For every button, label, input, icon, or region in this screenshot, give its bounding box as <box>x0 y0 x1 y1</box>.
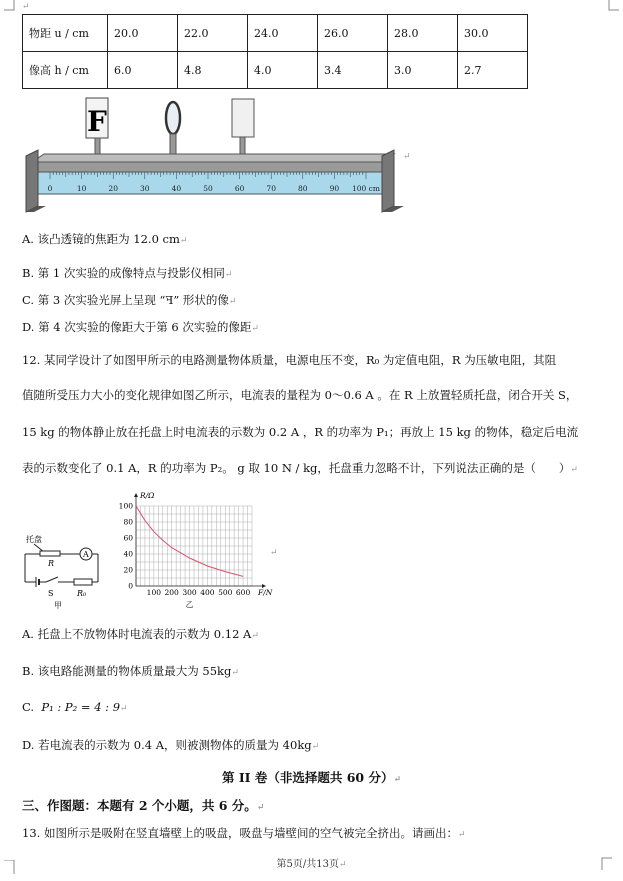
q11-option-d: D. 第 4 次实验的像距大于第 6 次实验的像距↵ <box>22 320 259 334</box>
rail-front <box>32 162 382 172</box>
corner-mark-tl <box>4 0 18 14</box>
q11-option-c: C. 第 3 次实验光屏上呈现 “ꟻ” 形状的像↵ <box>22 293 237 307</box>
ruler-label: 20 <box>108 184 118 193</box>
q12-option-d: D. 若电流表的示数为 0.4 A，则被测物体的质量为 40kg↵ <box>22 738 320 752</box>
section-title: 第 II 卷（非选择题共 60 分）↵ <box>221 770 402 785</box>
x-tick-label: 500 <box>218 588 233 597</box>
ruler-label: 30 <box>140 184 150 193</box>
y-tick-label: 60 <box>123 533 133 543</box>
screen <box>232 99 254 137</box>
y-tick-label: 40 <box>123 549 133 559</box>
page-footer: 第5页/共13页↵ <box>276 859 347 870</box>
cell: 3.0 <box>388 52 458 89</box>
switch-label: S <box>48 589 54 598</box>
r0-label: R₀ <box>77 589 87 598</box>
ruler-label: 90 <box>329 184 340 193</box>
tray-label: 托盘 <box>26 535 42 544</box>
x-tick-label: 100 <box>146 588 162 597</box>
switch-icon <box>46 577 58 582</box>
ruler-label: 70 <box>266 184 276 193</box>
q12-line-1: 12. 某同学设计了如图甲所示的电路测量物体质量，电源电压不变，R₀ 为定值电阻，R 为压敏电阻，其阻 <box>22 353 557 367</box>
q13-text: 13. 如图所示是吸附在竖直墙壁上的吸盘，吸盘与墙壁间的空气被完全挤出。请画出：↵ <box>22 826 466 840</box>
cell: 20.0 <box>108 15 178 52</box>
optical-bench-figure <box>22 96 412 218</box>
y-tick-label: 80 <box>123 517 133 527</box>
ruler-label: 10 <box>76 184 87 193</box>
y-tick-label: 0 <box>128 581 133 591</box>
resistance-force-chart <box>112 490 282 616</box>
q11-option-b: B. 第 1 次实验的成像特点与投影仪相同↵ <box>22 266 233 280</box>
resistor-r <box>40 551 60 556</box>
table-row <box>23 15 528 52</box>
ruler-label: 100 cm <box>351 184 381 193</box>
q11-option-a: A. 该凸透镜的焦距为 12.0 cm↵ <box>22 232 188 246</box>
right-foot <box>382 150 394 212</box>
x-axis-label: F/N <box>258 588 273 597</box>
q12-option-a: A. 托盘上不放物体时电流表的示数为 0.12 A↵ <box>22 627 259 641</box>
cell: 3.4 <box>318 52 388 89</box>
q12-line-2: 值随所受压力大小的变化规律如图乙所示，电流表的量程为 0～0.6 A 。在 R 上放置轻质托盘，闭合开关 S， <box>22 388 578 402</box>
cell: 2.7 <box>458 52 528 89</box>
x-tick-label: 200 <box>164 588 179 597</box>
chart-tick-labels <box>119 502 251 598</box>
x-tick-label: 600 <box>235 588 251 597</box>
top-return-mark: ↵ <box>22 2 30 12</box>
row-header: 像高 h / cm <box>23 52 108 89</box>
ammeter-label: A <box>83 550 89 559</box>
cell: 22.0 <box>178 15 248 52</box>
left-foot <box>26 150 38 212</box>
return-mark: ↵ <box>270 548 278 558</box>
cell: 28.0 <box>388 15 458 52</box>
cell: 30.0 <box>458 15 528 52</box>
card-letter: F <box>87 105 107 138</box>
ruler-label: 40 <box>171 184 182 193</box>
ruler-label: 50 <box>203 184 213 193</box>
y-tick-label: 100 <box>118 501 133 511</box>
circuit-diagram <box>22 530 117 612</box>
q12-line-3: 15 kg 的物体静止放在托盘上时电流表的示数为 0.2 A ，R 的功率为 P₁；再放上 15 kg 的物体，稳定后电流 <box>22 425 579 439</box>
rail-top <box>32 154 394 162</box>
q12-option-b: B. 该电路能测量的物体质量最大为 55kg↵ <box>22 664 239 678</box>
circuit-caption: 甲 <box>54 601 62 610</box>
q12-option-c: C. P₁ : P₂ = 4 : 9↵ <box>22 700 128 714</box>
table-row <box>23 52 528 89</box>
cell: 6.0 <box>108 52 178 89</box>
ruler-label: 60 <box>234 184 245 193</box>
q12-line-4: 表的示数变化了 0.1 A，R 的功率为 P₂。 g 取 10 N / kg，托盘重力忽略不计，下列说法正确的是（ ）↵ <box>22 461 578 475</box>
data-table <box>22 14 528 89</box>
section-3-heading: 三、作图题：本题有 2 个小题，共 6 分。↵ <box>22 798 265 813</box>
y-axis-label: R/Ω <box>140 491 155 500</box>
chart-caption: 乙 <box>185 600 194 609</box>
corner-mark-tr <box>605 0 619 14</box>
y-tick-label: 20 <box>123 565 133 575</box>
x-tick-label: 400 <box>200 588 215 597</box>
row-header: 物距 u / cm <box>23 15 108 52</box>
resistor-r0 <box>74 579 92 585</box>
cell: 4.0 <box>248 52 318 89</box>
ruler-label: 80 <box>298 184 308 193</box>
cell: 4.8 <box>178 52 248 89</box>
x-tick-label: 300 <box>182 588 197 597</box>
ruler-label: 0 <box>47 184 53 193</box>
cell: 26.0 <box>318 15 388 52</box>
r-label: R <box>48 559 55 568</box>
lens <box>166 102 180 134</box>
cell: 24.0 <box>248 15 318 52</box>
y-axis-arrow <box>134 493 138 497</box>
return-mark: ↵ <box>403 152 411 162</box>
